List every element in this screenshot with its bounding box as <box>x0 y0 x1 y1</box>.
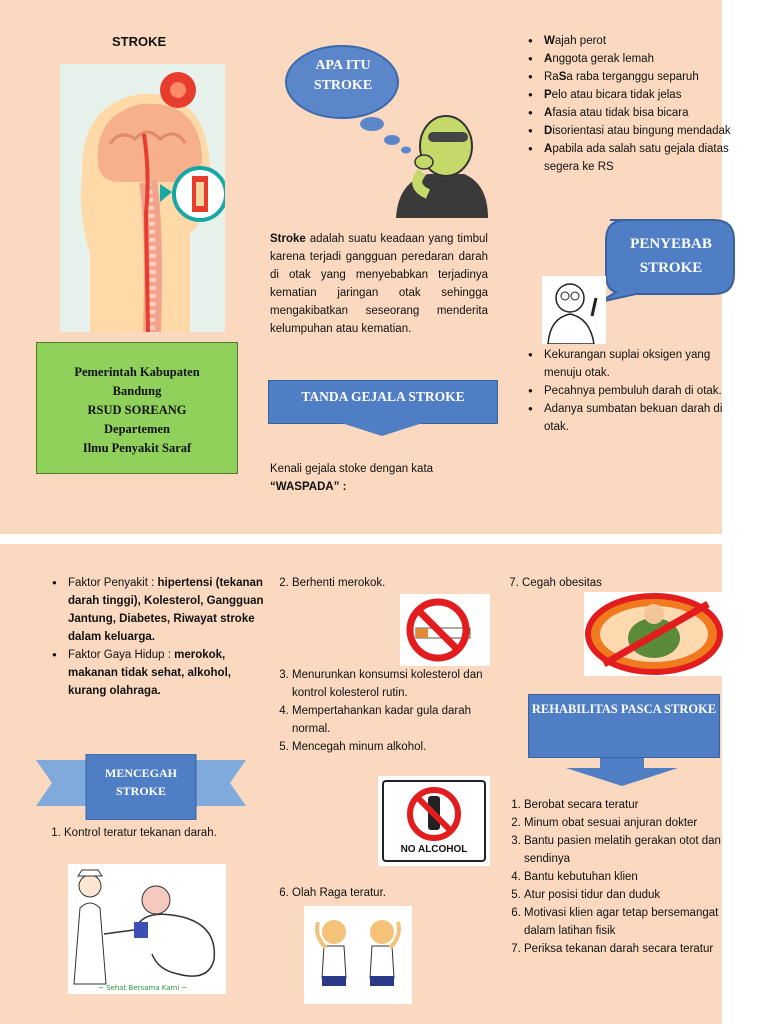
exercise-illustration <box>304 906 412 1004</box>
list-item: 3. Bantu pasien melatih gerakan otot dan sendinya <box>524 832 742 868</box>
doctor-illustration <box>542 276 606 344</box>
list-item: 4. Bantu kebutuhan klien <box>524 868 742 886</box>
stroke-title: STROKE <box>112 34 167 49</box>
list-item: ● Disorientasi atau bingung mendadak <box>544 122 744 140</box>
brain-illustration <box>60 64 225 332</box>
list-item: ● Pecahnya pembuluh darah di otak. <box>544 382 744 400</box>
definition-lead: Stroke <box>270 233 306 245</box>
list-item: ● Anggota gerak lemah <box>544 50 744 68</box>
list-item: 2. Minum obat sesuai anjuran dokter <box>524 814 742 832</box>
mencegah-list-2 <box>270 574 492 592</box>
faktor-list <box>48 574 268 700</box>
list-item: 1. Kontrol teratur tekanan darah. <box>64 824 264 842</box>
stroke-definition <box>270 230 488 338</box>
no-smoking-icon <box>400 594 490 666</box>
down-arrow-icon <box>566 758 678 786</box>
institution-line: Pemerintah Kabupaten <box>74 365 200 379</box>
list-item: ● Kekurangan suplai oksigen yang menuju otak. <box>544 346 744 382</box>
list-item: 4. Mempertahankan kadar gula darah normal. <box>292 702 492 738</box>
no-alcohol-icon <box>404 784 464 844</box>
list-item: ● Faktor Gaya Hidup : merokok, makanan tidak sehat, alkohol, kurang olahraga. <box>68 646 268 700</box>
list-item: 5. Atur posisi tidur dan duduk <box>524 886 742 904</box>
list-item: 3. Menurunkan konsumsi kolesterol dan kontrol kolesterol rutin. <box>292 666 492 702</box>
institution-line: Ilmu Penyakit Saraf <box>82 441 192 455</box>
list-item: 7. Periksa tekanan darah secara teratur <box>524 940 742 958</box>
panel-top <box>0 0 731 534</box>
penyebab-list <box>524 346 744 436</box>
mencegah-list-1 <box>42 824 264 842</box>
list-item: ● RaSa raba terganggu separuh <box>544 68 744 86</box>
mencegah-list-5 <box>500 574 722 592</box>
mencegah-list-3 <box>270 666 492 756</box>
mencegah-title: MENCEGAH STROKE <box>105 766 177 798</box>
list-item: 6. Olah Raga teratur. <box>292 884 492 902</box>
thinking-man-illustration <box>388 112 490 218</box>
list-item: 5. Mencegah minum alkohol. <box>292 738 492 756</box>
institution-line: Departemen <box>104 422 170 436</box>
list-item: ● Pelo atau bicara tidak jelas <box>544 86 744 104</box>
list-item: 6. Motivasi klien agar tetap bersemangat dalam latihan fisik <box>524 904 742 940</box>
list-item: ● Afasia atau tidak bisa bicara <box>544 104 744 122</box>
nurse-caption: ~ Sehat Bersama Kami ~ <box>98 984 188 992</box>
no-obesity-icon <box>584 592 726 676</box>
rehab-banner <box>528 694 724 790</box>
list-item: ● Wajah perot <box>544 32 744 50</box>
list-item: 7. Cegah obesitas <box>522 574 722 592</box>
mencegah-list-4 <box>270 884 492 902</box>
panel-bottom <box>0 544 722 1024</box>
tanda-banner <box>268 380 498 460</box>
cloud-text: APA ITU STROKE <box>313 58 373 93</box>
institution-line: Bandung <box>112 384 162 398</box>
no-alcohol-label: NO ALCOHOL <box>400 844 468 855</box>
rehab-title: REHABILITAS PASCA STROKE <box>528 694 720 758</box>
list-item: 1. Berobat secara teratur <box>524 796 742 814</box>
nurse-patient-illustration <box>68 864 226 994</box>
waspada-list <box>524 32 744 176</box>
penyebab-title: PENYEBAB STROKE <box>630 236 712 276</box>
definition-text: adalah suatu keadaan yang timbul karena terjadi gangguan peredaran darah di otak yang menyebabkan terjadinya kematian jaringan otak sehingga mengakibatkan seseorang menderita kelumpuhan atau kematian. <box>270 233 488 335</box>
list-item: ● Apabila ada salah satu gejala diatas segera ke RS <box>544 140 744 176</box>
no-alcohol-sign <box>378 776 490 866</box>
list-item: ● Adanya sumbatan bekuan darah di otak. <box>544 400 744 436</box>
institution-box <box>36 342 238 474</box>
waspada-word: “WASPADA” : <box>270 481 347 493</box>
list-item: ● Faktor Penyakit : hipertensi (tekanan darah tinggi), Kolesterol, Gangguan Jantung, Diabetes, Riwayat stroke dalam keluarga. <box>68 574 268 646</box>
tanda-title: TANDA GEJALA STROKE <box>268 380 498 424</box>
rehab-list <box>502 796 742 958</box>
institution-line: RSUD SOREANG <box>87 403 187 417</box>
down-arrow-icon <box>332 420 432 436</box>
kenali-text: Kenali gejala stoke dengan kata “WASPADA” : <box>270 463 434 493</box>
list-item: 2. Berhenti merokok. <box>292 574 492 592</box>
